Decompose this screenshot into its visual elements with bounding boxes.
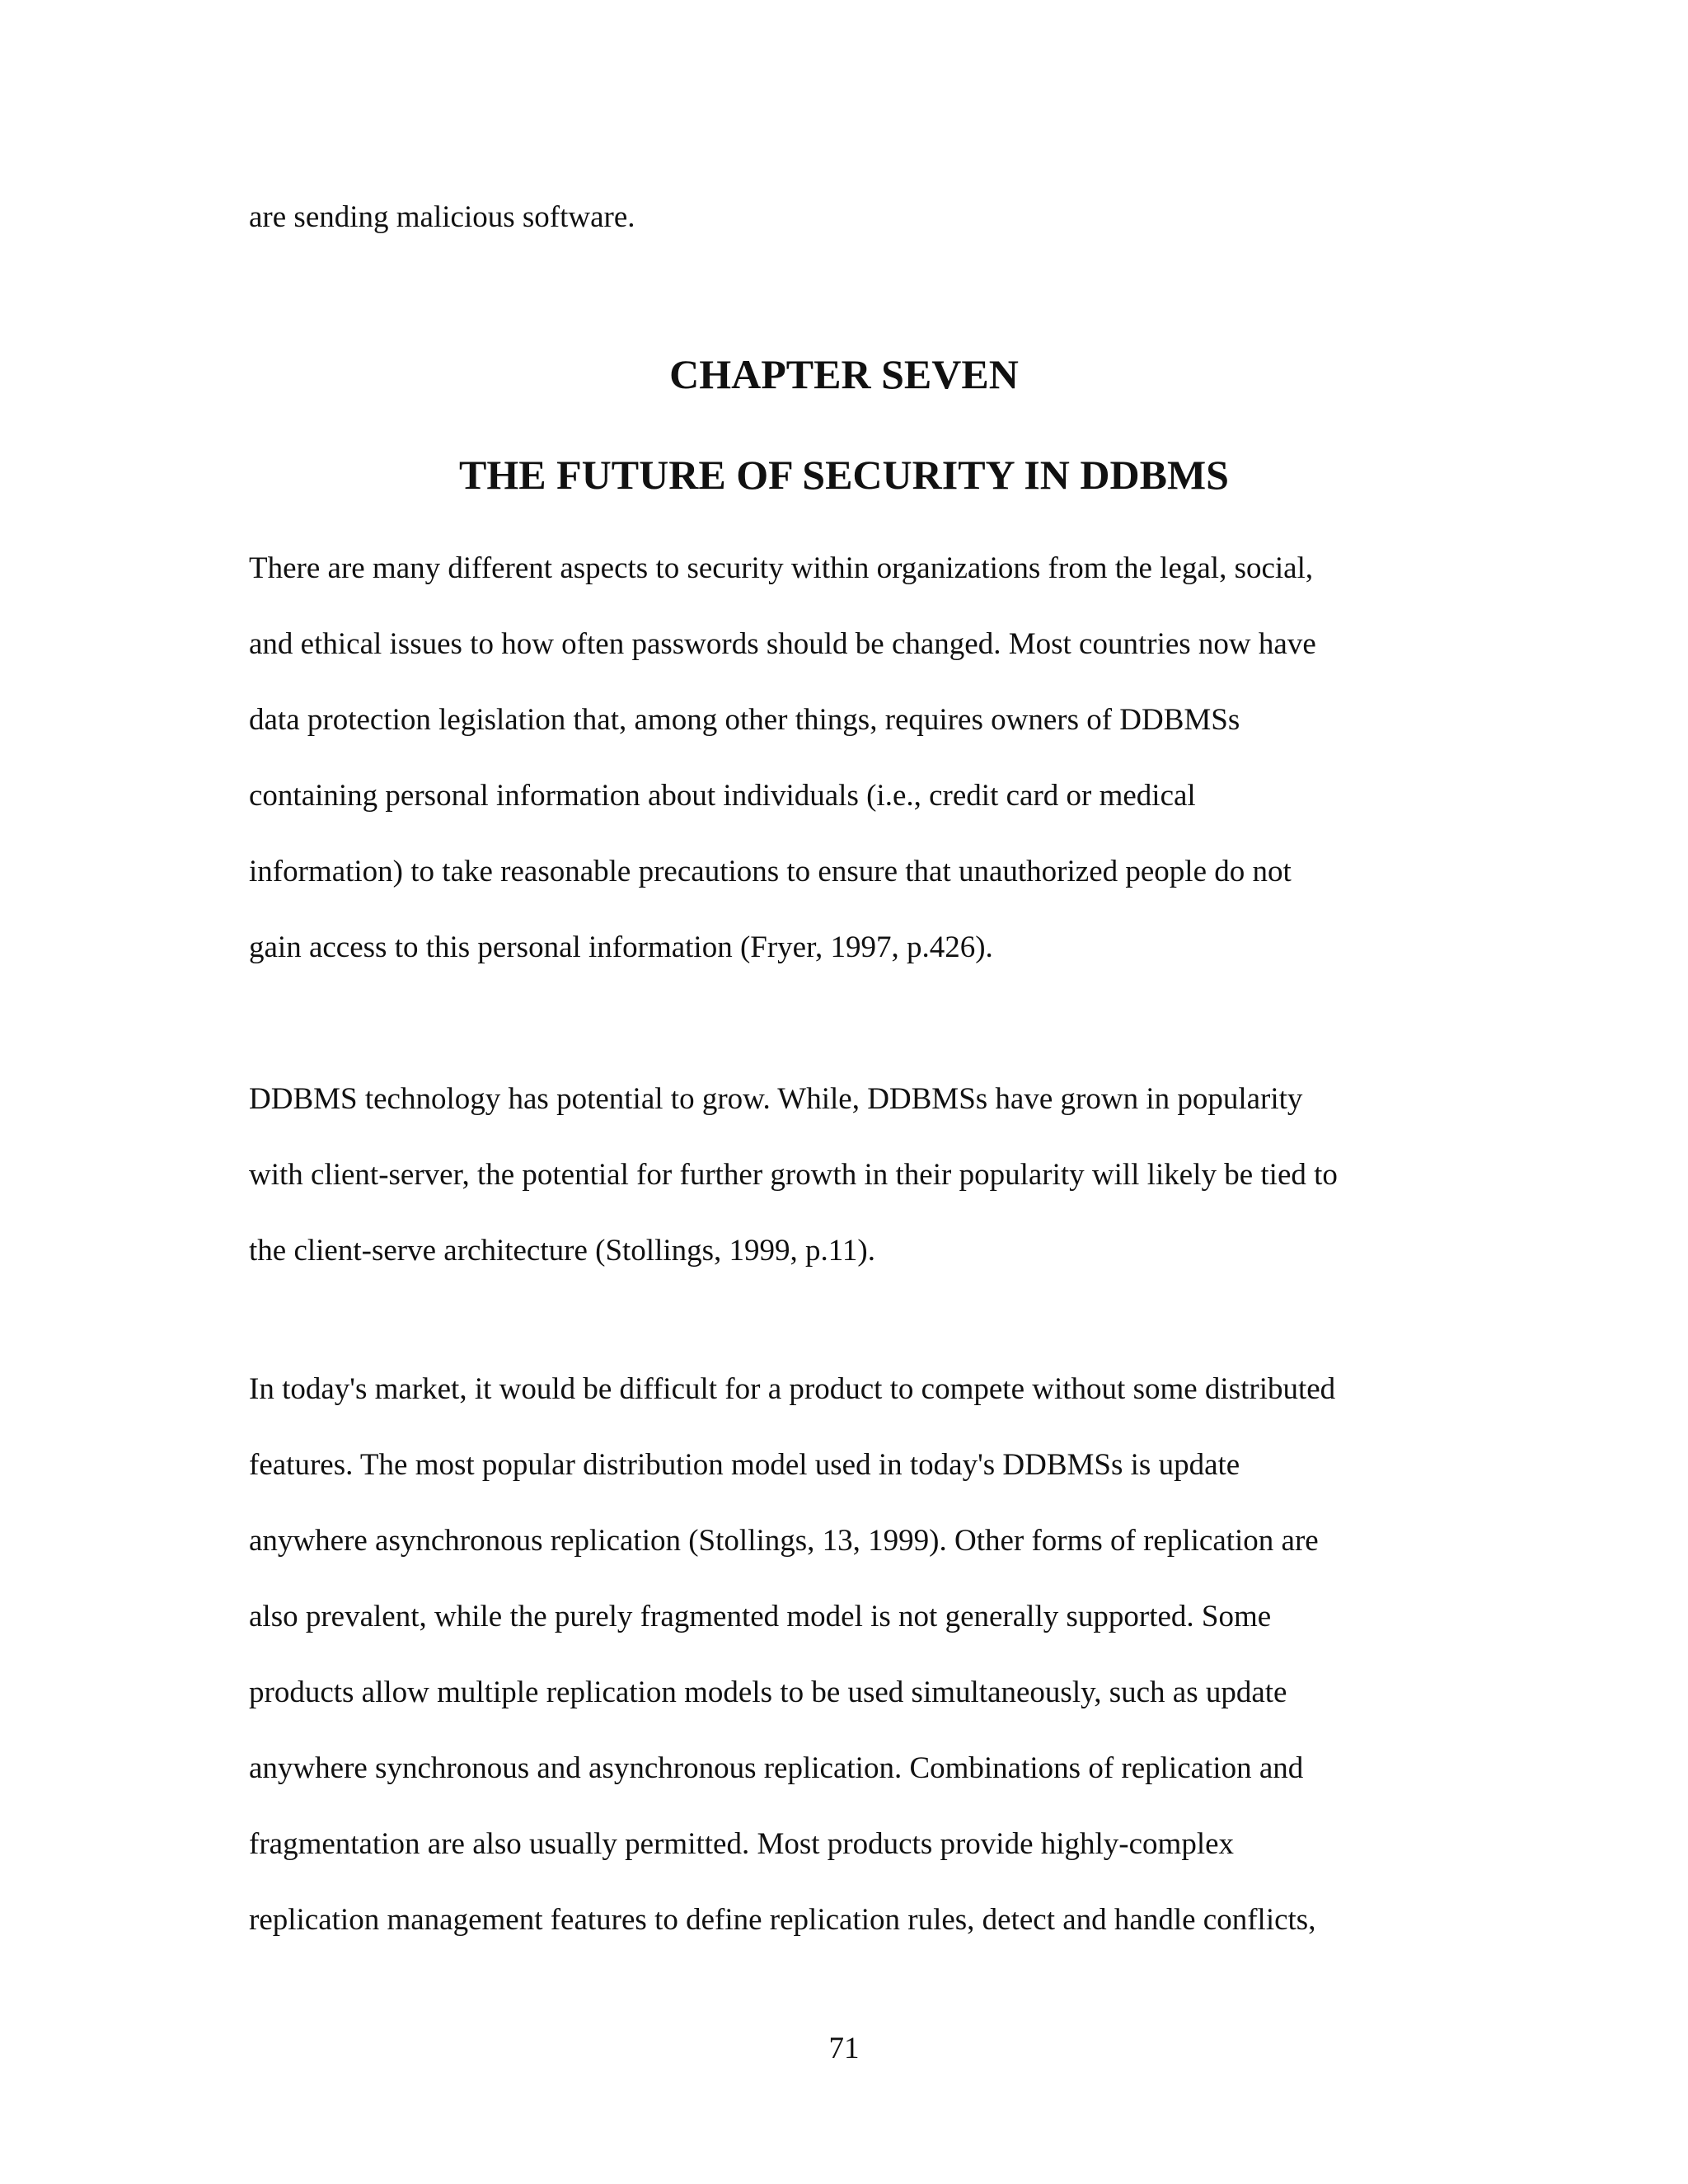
paragraph-line: replication management features to define replication rules, detect and handle conflicts,	[249, 1903, 1316, 1937]
paragraph-line: containing personal information about individuals (i.e., credit card or medical	[249, 779, 1196, 813]
paragraph-line: features. The most popular distribution model used in today's DDBMSs is update	[249, 1448, 1240, 1482]
paragraph-line: products allow multiple replication models to be used simultaneously, such as update	[249, 1675, 1287, 1709]
chapter-title-heading: THE FUTURE OF SECURITY IN DDBMS	[459, 452, 1229, 498]
paragraph-line: data protection legislation that, among other things, requires owners of DDBMSs	[249, 703, 1240, 737]
page-number: 71	[828, 2032, 860, 2065]
paragraph-line: DDBMS technology has potential to grow. While, DDBMSs have grown in popularity	[249, 1082, 1303, 1116]
paragraph-line: anywhere asynchronous replication (Stollings, 13, 1999). Other forms of replication are	[249, 1524, 1319, 1558]
paragraph-line: fragmentation are also usually permitted. Most products provide highly-complex	[249, 1827, 1235, 1861]
paragraph-line: with client-server, the potential for further growth in their popularity will likely be tied to	[249, 1158, 1338, 1192]
paragraph-line: anywhere synchronous and asynchronous replication. Combinations of replication and	[249, 1751, 1304, 1785]
paragraph-line: the client-serve architecture (Stollings, 1999, p.11).	[249, 1234, 875, 1268]
paragraph-line: also prevalent, while the purely fragmented model is not generally supported. Some	[249, 1600, 1272, 1633]
paragraph-line: gain access to this personal information (Fryer, 1997, p.426).	[249, 930, 993, 964]
continuation-line: are sending malicious software.	[249, 200, 635, 234]
paragraph-line: and ethical issues to how often passwords should be changed. Most countries now have	[249, 627, 1316, 661]
paragraph-line: There are many different aspects to security within organizations from the legal, social,	[249, 551, 1314, 585]
paragraph-line: information) to take reasonable precautions to ensure that unauthorized people do not	[249, 855, 1292, 888]
chapter-number-heading: CHAPTER SEVEN	[669, 351, 1019, 397]
paragraph-line: In today's market, it would be difficult for a product to compete without some distributed	[249, 1372, 1336, 1406]
